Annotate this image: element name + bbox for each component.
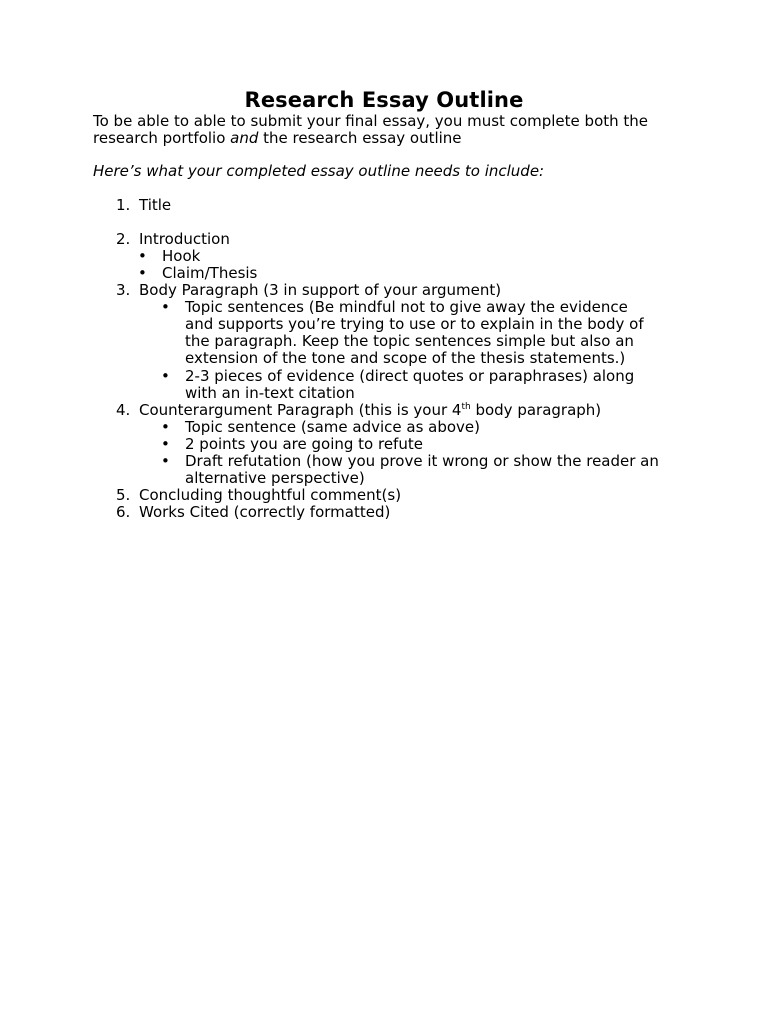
bullet-text: 2 points you are going to refute: [185, 435, 423, 453]
list-number: 1.: [116, 196, 131, 214]
bullet-icon: •: [138, 264, 147, 282]
bullet-text: Claim/Thesis: [162, 264, 258, 282]
list-item-label: Introduction: [139, 230, 230, 248]
bullet-icon: •: [161, 435, 170, 453]
list-number: 3.: [116, 281, 131, 299]
list-number: 2.: [116, 230, 131, 248]
bullet-text: with an in-text citation: [185, 384, 355, 402]
intro-line-2: [93, 130, 693, 147]
list-item-label: [139, 402, 601, 419]
list-item-label-start: Counterargument Paragraph (this is your 4: [139, 401, 462, 419]
list-number: 5.: [116, 486, 131, 504]
intro-line-2-start: research portfolio: [93, 129, 231, 147]
list-number: 6.: [116, 503, 131, 521]
bullet-icon: •: [161, 452, 170, 470]
bullet-text: Topic sentence (same advice as above): [185, 418, 480, 436]
bullet-text: extension of the tone and scope of the thesis statements.): [185, 349, 626, 367]
bullet-text: Topic sentences (Be mindful not to give away the evidence: [185, 298, 628, 316]
list-item-label: Title: [139, 196, 172, 214]
intro-paragraph: [93, 113, 693, 147]
bullet-text: 2-3 pieces of evidence (direct quotes or paraphrases) along: [185, 367, 635, 385]
list-item-label: Concluding thoughtful comment(s): [139, 486, 402, 504]
bullet-icon: •: [161, 367, 170, 385]
list-number: 4.: [116, 401, 131, 419]
bullet-icon: •: [161, 418, 170, 436]
list-item-label-end: body paragraph): [470, 401, 602, 419]
bullet-text: alternative perspective): [185, 469, 365, 487]
list-item-label: Body Paragraph (3 in support of your argument): [139, 281, 502, 299]
bullet-icon: •: [138, 247, 147, 265]
intro-line-1: To be able to able to submit your final essay, you must complete both the: [93, 112, 649, 130]
bullet-text: and supports you’re trying to use or to explain in the body of: [185, 315, 644, 333]
bullet-text: Hook: [162, 247, 201, 265]
lead-sentence: Here’s what your completed essay outline needs to include:: [93, 162, 545, 180]
bullet-icon: •: [161, 298, 170, 316]
superscript: th: [461, 402, 471, 412]
intro-emphasis: and: [230, 129, 259, 147]
list-item-label: Works Cited (correctly formatted): [139, 503, 391, 521]
intro-line-2-end: the research essay outline: [258, 129, 462, 147]
bullet-text: the paragraph. Keep the topic sentences simple but also an: [185, 332, 634, 350]
bullet-text: Draft refutation (how you prove it wrong or show the reader an: [185, 452, 659, 470]
document-title: Research Essay Outline: [244, 88, 524, 112]
